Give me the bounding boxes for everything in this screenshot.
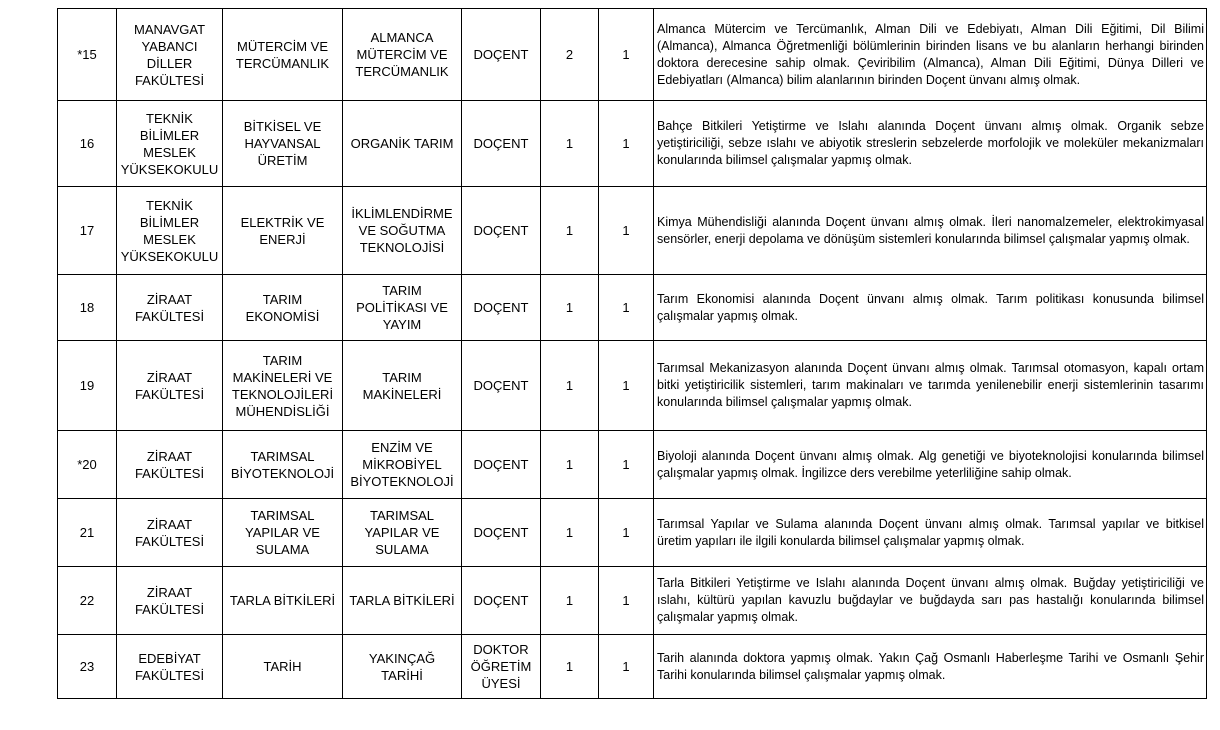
requirement-cell bbox=[654, 187, 1207, 275]
requirement-cell bbox=[654, 101, 1207, 187]
level-cell-line: 1 bbox=[622, 378, 630, 393]
position-count-cell bbox=[541, 431, 599, 499]
faculty-cell-line: YABANCI bbox=[141, 38, 198, 54]
level-cell bbox=[599, 341, 654, 431]
position-count-cell bbox=[541, 499, 599, 567]
row-number-cell bbox=[58, 635, 117, 699]
faculty-cell bbox=[117, 101, 223, 187]
requirement-cell bbox=[654, 9, 1207, 101]
table-row bbox=[58, 9, 1207, 101]
position-count-cell-line: 1 bbox=[565, 593, 574, 608]
table-row bbox=[58, 635, 1207, 699]
program-cell-line: MİKROBİYEL bbox=[362, 457, 442, 472]
title-cell bbox=[462, 101, 541, 187]
department-cell bbox=[223, 9, 343, 101]
faculty-cell-line: TEKNİK bbox=[146, 197, 193, 213]
position-count-cell-line: 2 bbox=[565, 47, 574, 62]
position-count-cell bbox=[541, 635, 599, 699]
department-cell bbox=[223, 275, 343, 341]
department-cell-line: TARIM bbox=[262, 352, 303, 368]
row-number-cell-line: 18 bbox=[79, 300, 95, 315]
row-number-cell-line: 22 bbox=[79, 593, 95, 608]
department-cell-line: BİTKİSEL VE bbox=[243, 119, 322, 134]
row-number-cell bbox=[58, 9, 117, 101]
position-count-cell bbox=[541, 275, 599, 341]
requirement-cell bbox=[654, 341, 1207, 431]
department-cell bbox=[223, 567, 343, 635]
level-cell-line: 1 bbox=[622, 525, 630, 540]
level-cell-line: 1 bbox=[622, 659, 630, 674]
requirement-cell-line: Tarımsal Yapılar ve Sulama alanında Doçent ünvanı almış olmak. Tarımsal yapılar ve bitkisel üretim yapıları ile ilgili konularda bilimsel çalışmalar yapmış olmak. bbox=[657, 516, 1204, 548]
row-number-cell-line: 16 bbox=[79, 136, 95, 151]
faculty-cell-line: ZİRAAT bbox=[146, 516, 193, 532]
level-cell bbox=[599, 567, 654, 635]
program-cell-line: SULAMA bbox=[375, 542, 429, 557]
title-cell bbox=[462, 275, 541, 341]
program-cell bbox=[343, 275, 462, 341]
position-count-cell-line: 1 bbox=[565, 659, 574, 674]
program-cell-line: VE SOĞUTMA bbox=[358, 223, 446, 238]
requirement-cell-line: Tarım Ekonomisi alanında Doçent ünvanı almış olmak. Tarım politikası konusunda bilimsel çalışmalar yapmış olmak. bbox=[657, 291, 1204, 323]
requirement-cell-line: Kimya Mühendisliği alanında Doçent ünvanı almış olmak. İleri nanomalzemeler, elektrokimyasal sensörler, enerji depolama ve dönüşüm sistemleri konularında bilimsel çalışmalar yapmış olmak. bbox=[657, 214, 1204, 246]
title-cell-line: DOÇENT bbox=[473, 593, 529, 608]
table-row bbox=[58, 341, 1207, 431]
title-cell-line: DOÇENT bbox=[473, 525, 529, 540]
title-cell bbox=[462, 635, 541, 699]
faculty-cell bbox=[117, 341, 223, 431]
program-cell-line: TARIMSAL bbox=[369, 508, 435, 523]
faculty-cell-line: YÜKSEKOKULU bbox=[120, 248, 219, 264]
department-cell-line: TARIM bbox=[262, 291, 303, 307]
department-cell bbox=[223, 499, 343, 567]
row-number-cell-line: 21 bbox=[79, 525, 95, 540]
department-cell-line: TEKNOLOJİLERİ bbox=[231, 386, 334, 402]
title-cell-line: DOÇENT bbox=[473, 457, 529, 472]
department-cell-line: TARLA BİTKİLERİ bbox=[229, 593, 336, 608]
faculty-cell-line: ZİRAAT bbox=[146, 291, 193, 307]
faculty-cell-line: MANAVGAT bbox=[133, 21, 206, 37]
position-count-cell bbox=[541, 101, 599, 187]
title-cell bbox=[462, 9, 541, 101]
row-number-cell bbox=[58, 275, 117, 341]
faculty-cell-line: BİLİMLER bbox=[139, 127, 200, 143]
level-cell bbox=[599, 635, 654, 699]
faculty-cell-line: FAKÜLTESİ bbox=[134, 72, 205, 88]
row-number-cell-line: 17 bbox=[79, 223, 95, 238]
row-number-cell bbox=[58, 431, 117, 499]
department-cell-line: TARIMSAL bbox=[250, 508, 315, 523]
level-cell bbox=[599, 101, 654, 187]
department-cell-line: TARİH bbox=[263, 659, 302, 674]
department-cell bbox=[223, 431, 343, 499]
positions-table-body bbox=[58, 9, 1207, 699]
row-number-cell bbox=[58, 499, 117, 567]
program-cell-line: ORGANİK TARIM bbox=[350, 136, 454, 151]
program-cell-line: BİYOTEKNOLOJİ bbox=[350, 474, 454, 489]
faculty-cell-line: FAKÜLTESİ bbox=[134, 601, 205, 617]
department-cell-line: SULAMA bbox=[255, 542, 310, 557]
faculty-cell-line: MESLEK bbox=[143, 231, 196, 247]
level-cell bbox=[599, 187, 654, 275]
department-cell-line: BİYOTEKNOLOJİ bbox=[230, 465, 335, 481]
title-cell bbox=[462, 431, 541, 499]
department-cell-line: ÜRETİM bbox=[257, 153, 308, 168]
row-number-cell-line: *20 bbox=[77, 457, 97, 472]
level-cell-line: 1 bbox=[622, 136, 630, 151]
row-number-cell bbox=[58, 567, 117, 635]
title-cell-line: DOÇENT bbox=[473, 378, 529, 393]
level-cell bbox=[599, 275, 654, 341]
row-number-cell bbox=[58, 101, 117, 187]
faculty-cell-line: FAKÜLTESİ bbox=[134, 465, 205, 481]
faculty-cell-line: BİLİMLER bbox=[139, 214, 200, 230]
department-cell-line: HAYVANSAL bbox=[244, 136, 321, 151]
position-count-cell-line: 1 bbox=[565, 525, 574, 540]
department-cell-line: MÜHENDİSLİĞİ bbox=[235, 403, 330, 419]
faculty-cell-line: FAKÜLTESİ bbox=[134, 667, 205, 683]
table-row bbox=[58, 187, 1207, 275]
program-cell bbox=[343, 431, 462, 499]
faculty-cell-line: FAKÜLTESİ bbox=[134, 308, 205, 324]
program-cell-line: YAPILAR VE bbox=[364, 525, 440, 540]
program-cell bbox=[343, 187, 462, 275]
position-count-cell-line: 1 bbox=[565, 457, 574, 472]
title-cell bbox=[462, 187, 541, 275]
faculty-cell bbox=[117, 635, 223, 699]
title-cell bbox=[462, 567, 541, 635]
requirement-cell-line: Biyoloji alanında Doçent ünvanı almış olmak. Alg genetiği ve biyoteknolojisi konularında bilimsel çalışmalar yapmış olmak. İngilizce ders verebilme yeterliliğine sahip olmak. bbox=[657, 448, 1204, 480]
position-count-cell-line: 1 bbox=[565, 136, 574, 151]
level-cell bbox=[599, 499, 654, 567]
title-cell-line: DOKTOR bbox=[473, 642, 529, 657]
title-cell bbox=[462, 499, 541, 567]
program-cell-line: YAKINÇAĞ bbox=[368, 650, 436, 666]
department-cell-line: MAKİNELERİ VE bbox=[232, 369, 333, 385]
requirement-cell-line: Almanca Mütercim ve Tercümanlık, Alman Dili ve Edebiyatı, Alman Dili Eğitimi, Dil Bilimi (Almanca), Almanca Öğretmenliği bölümlerinin birinden lisans ve bu alanların herhangi birinden doktora derecesine sahip olmak. Çeviribilim (Almanca), Alman Dili Eğitimi, Dünya Dilleri ve Edebiyatları (Almanca) bilim alanlarının birinden Doçent ünvanı almış olmak. bbox=[657, 21, 1204, 87]
requirement-cell bbox=[654, 567, 1207, 635]
requirement-cell-line: Tarih alanında doktora yapmış olmak. Yakın Çağ Osmanlı Haberleşme Tarihi ve Osmanlı Şehir Tarihi konularında bilimsel çalışmalar yapmış olmak. bbox=[657, 650, 1204, 682]
row-number-cell-line: 23 bbox=[79, 659, 95, 674]
level-cell-line: 1 bbox=[622, 300, 630, 315]
table-row bbox=[58, 275, 1207, 341]
table-row bbox=[58, 431, 1207, 499]
title-cell-line: DOÇENT bbox=[473, 223, 529, 238]
department-cell-line: YAPILAR VE bbox=[245, 525, 320, 540]
faculty-cell bbox=[117, 275, 223, 341]
program-cell-line: TARIM bbox=[382, 283, 422, 298]
title-cell-line: DOÇENT bbox=[473, 47, 529, 62]
department-cell-line: TERCÜMANLIK bbox=[235, 55, 330, 71]
program-cell-line: TARLA BİTKİLERİ bbox=[349, 593, 455, 608]
faculty-cell-line: ZİRAAT bbox=[146, 369, 193, 385]
program-cell-line: ENZİM VE bbox=[371, 440, 433, 455]
table-row bbox=[58, 499, 1207, 567]
faculty-cell bbox=[117, 187, 223, 275]
faculty-cell-line: DİLLER bbox=[146, 55, 193, 71]
faculty-cell bbox=[117, 431, 223, 499]
faculty-cell-line: TEKNİK bbox=[146, 110, 193, 126]
department-cell-line: MÜTERCİM VE bbox=[237, 38, 328, 54]
faculty-cell-line: ZİRAAT bbox=[146, 448, 193, 464]
program-cell-line: İKLİMLENDİRME bbox=[351, 206, 453, 221]
level-cell-line: 1 bbox=[622, 457, 630, 472]
faculty-cell-line: EDEBİYAT bbox=[138, 650, 201, 666]
department-cell-line: EKONOMİSİ bbox=[245, 308, 320, 324]
positions-table bbox=[57, 8, 1207, 699]
level-cell bbox=[599, 9, 654, 101]
faculty-cell-line: YÜKSEKOKULU bbox=[120, 161, 219, 177]
faculty-cell bbox=[117, 567, 223, 635]
level-cell-line: 1 bbox=[622, 47, 630, 62]
department-cell-line: TARIMSAL bbox=[250, 448, 315, 464]
requirement-cell bbox=[654, 635, 1207, 699]
position-count-cell bbox=[541, 187, 599, 275]
row-number-cell-line: 19 bbox=[79, 378, 95, 393]
row-number-cell bbox=[58, 341, 117, 431]
title-cell-line: ÜYESİ bbox=[481, 676, 521, 691]
program-cell bbox=[343, 635, 462, 699]
program-cell-line: ALMANCA bbox=[370, 30, 434, 45]
level-cell-line: 1 bbox=[622, 593, 630, 608]
department-cell bbox=[223, 187, 343, 275]
faculty-cell-line: ZİRAAT bbox=[146, 584, 193, 600]
program-cell-line: MAKİNELERİ bbox=[362, 386, 442, 402]
program-cell-line: TARIM bbox=[382, 369, 422, 385]
table-row bbox=[58, 101, 1207, 187]
program-cell bbox=[343, 567, 462, 635]
table-row bbox=[58, 567, 1207, 635]
title-cell-line: DOÇENT bbox=[473, 136, 529, 151]
row-number-cell-line: *15 bbox=[77, 47, 97, 62]
department-cell bbox=[223, 341, 343, 431]
position-count-cell bbox=[541, 341, 599, 431]
department-cell-line: ELEKTRİK VE bbox=[240, 214, 325, 230]
program-cell bbox=[343, 101, 462, 187]
faculty-cell-line: FAKÜLTESİ bbox=[134, 533, 205, 549]
program-cell-line: TARİHİ bbox=[381, 667, 423, 683]
position-count-cell bbox=[541, 9, 599, 101]
title-cell bbox=[462, 341, 541, 431]
program-cell-line: POLİTİKASI VE bbox=[356, 300, 448, 315]
program-cell bbox=[343, 499, 462, 567]
requirement-cell bbox=[654, 499, 1207, 567]
requirement-cell-line: Tarla Bitkileri Yetiştirme ve Islahı alanında Doçent ünvanı almış olmak. Buğday yetiştiriciliği ve ıslahı, kültürü yapılan kavuzlu buğdaylar ve buğdayda sarı pas hastalığı konularında bilimsel çalışmalar yapmış olmak. bbox=[657, 576, 1204, 624]
requirement-cell-line: Bahçe Bitkileri Yetiştirme ve Islahı alanında Doçent ünvanı almış olmak. Organik sebze yetiştiriciliği, sebze ıslahı ve abiyotik streslerin sebzelerde morfolojik ve moleküler mekanizmaları konularında bilimsel çalışmalar yapmış olmak. bbox=[657, 119, 1204, 167]
program-cell-line: TEKNOLOJİSİ bbox=[359, 240, 445, 255]
program-cell-line: YAYIM bbox=[382, 317, 422, 332]
position-count-cell-line: 1 bbox=[565, 223, 574, 238]
requirement-cell-line: Tarımsal Mekanizasyon alanında Doçent ünvanı almış olmak. Tarımsal otomasyon, kapalı ortam bitki yetiştiricilik sistemleri, tarım makinaları ve tarımda yenilenebilir enerji sistemlerinin tasarımı konularında bilimsel çalışmalar yapmış olmak. bbox=[657, 361, 1204, 409]
department-cell-line: ENERJİ bbox=[259, 231, 306, 247]
row-number-cell bbox=[58, 187, 117, 275]
faculty-cell-line: MESLEK bbox=[143, 144, 196, 160]
program-cell bbox=[343, 341, 462, 431]
program-cell-line: TERCÜMANLIK bbox=[355, 64, 449, 79]
title-cell-line: ÖĞRETİM bbox=[470, 659, 532, 674]
position-count-cell-line: 1 bbox=[565, 378, 574, 393]
level-cell bbox=[599, 431, 654, 499]
level-cell-line: 1 bbox=[622, 223, 630, 238]
department-cell bbox=[223, 101, 343, 187]
requirement-cell bbox=[654, 431, 1207, 499]
program-cell bbox=[343, 9, 462, 101]
title-cell-line: DOÇENT bbox=[473, 300, 529, 315]
faculty-cell-line: FAKÜLTESİ bbox=[134, 386, 205, 402]
requirement-cell bbox=[654, 275, 1207, 341]
position-count-cell-line: 1 bbox=[565, 300, 574, 315]
position-count-cell bbox=[541, 567, 599, 635]
faculty-cell bbox=[117, 499, 223, 567]
faculty-cell bbox=[117, 9, 223, 101]
program-cell-line: MÜTERCİM VE bbox=[356, 47, 448, 62]
department-cell bbox=[223, 635, 343, 699]
